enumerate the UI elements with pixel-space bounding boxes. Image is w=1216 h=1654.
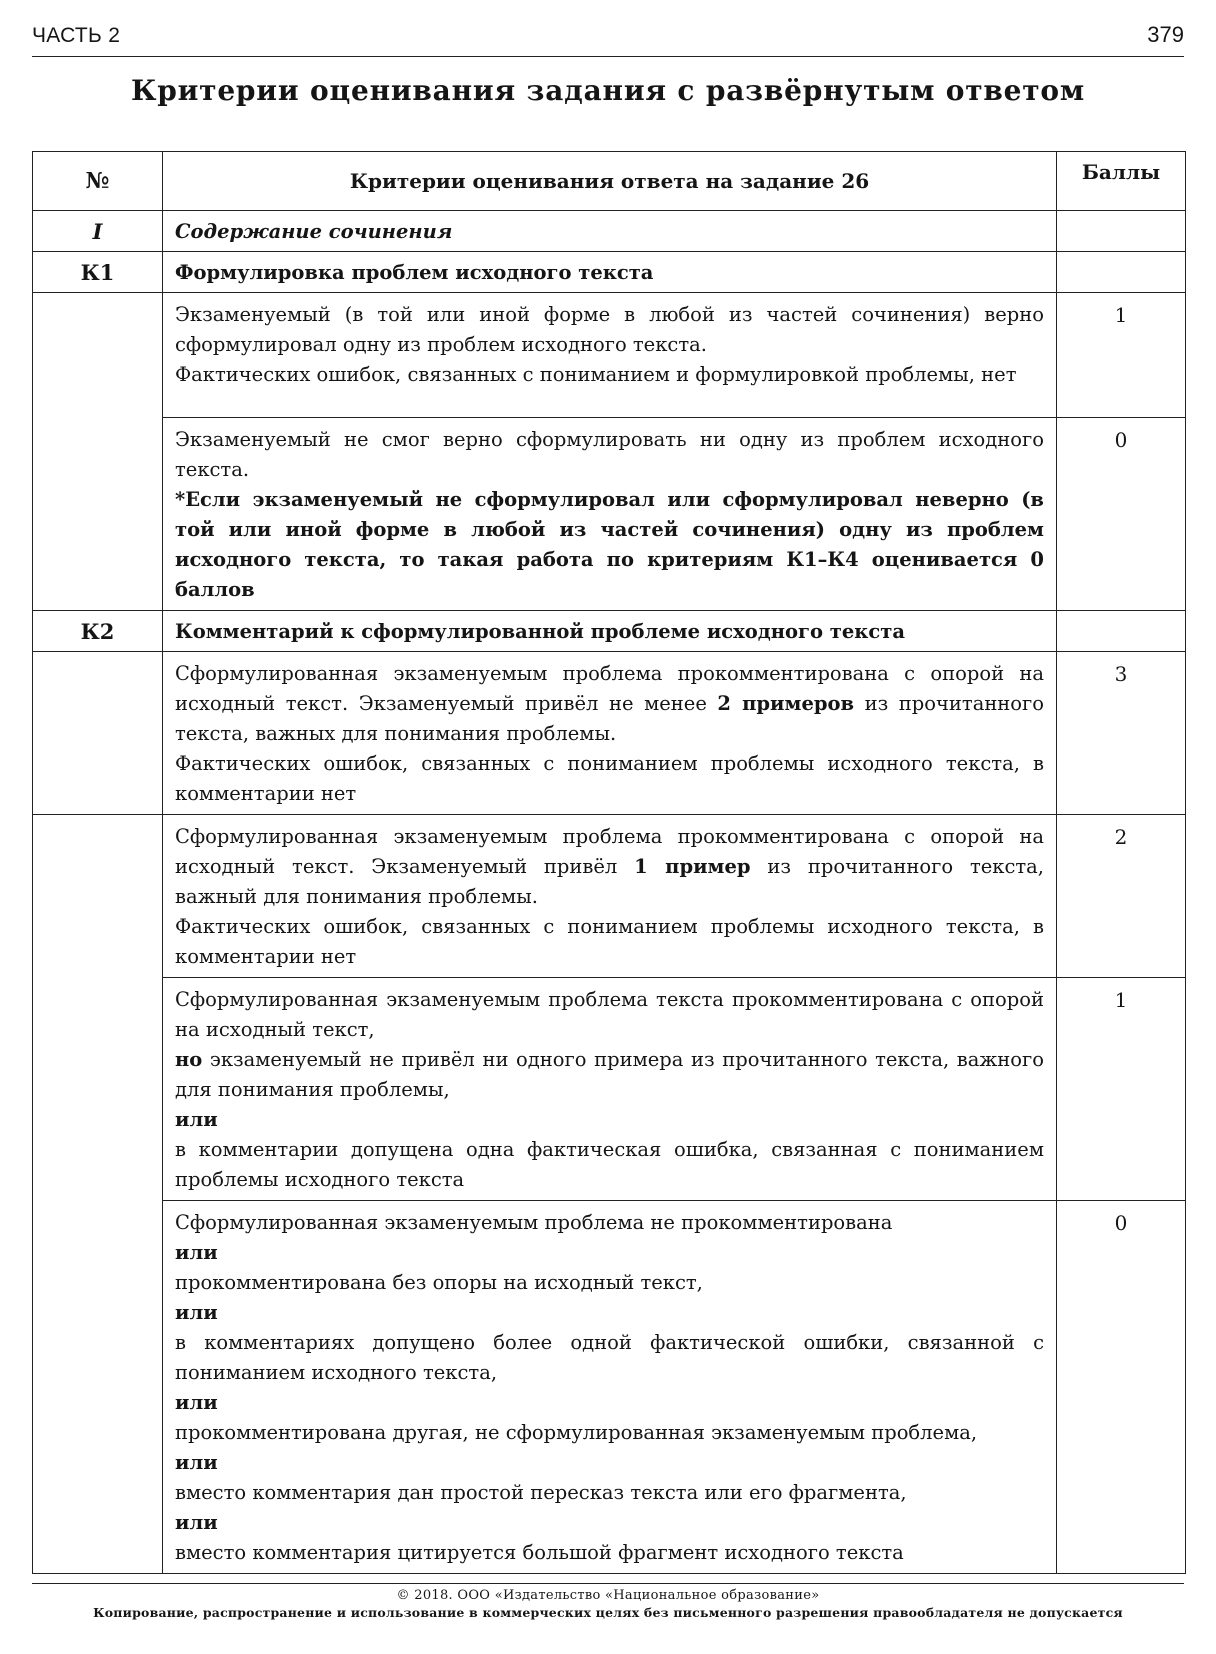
criterion-description [163, 1201, 1057, 1574]
header-points: Баллы [1057, 152, 1186, 211]
table-row [33, 815, 1186, 978]
points-value: 1 [1057, 293, 1186, 418]
or-line: или [175, 1301, 218, 1324]
description-line: в комментариях допущено более одной фактической ошибки, связанной с пониманием исходного текста, [175, 1331, 1044, 1384]
or-line: или [175, 1511, 218, 1534]
header-criteria: Критерии оценивания ответа на задание 26 [163, 152, 1057, 211]
description-line [175, 659, 1044, 749]
description-line: прокомментирована без опоры на исходный текст, [175, 1271, 703, 1294]
copyright-notice: Копирование, распространение и использование в коммерческих целях без письменного разрешения правообладателя не допускается [93, 1605, 1123, 1620]
empty-number-cell [33, 652, 163, 815]
text-part: Сформулированная экзаменуемым проблема прокомментирована с опорой на исходный текст. Экзаменуемый привёл [175, 825, 1044, 878]
section-row-content [33, 211, 1186, 252]
description-line: Фактических ошибок, связанных с пониманием проблемы исходного текста, в комментарии нет [175, 752, 1044, 805]
points-value: 3 [1057, 652, 1186, 815]
criterion-description [163, 652, 1057, 815]
page-header [32, 22, 1184, 57]
description-line: Фактических ошибок, связанных с пониманием и формулировкой проблемы, нет [175, 363, 1017, 386]
table-row [33, 652, 1186, 815]
criterion-label-k2: Комментарий к сформулированной проблеме исходного текста [163, 611, 1057, 652]
section-label: Содержание сочинения [163, 211, 1057, 252]
section-number: I [33, 211, 163, 252]
criterion-row-k2 [33, 611, 1186, 652]
page-footer [32, 1583, 1184, 1620]
criterion-row-k1 [33, 252, 1186, 293]
part-label: ЧАСТЬ 2 [32, 24, 121, 47]
section-points-empty [1057, 211, 1186, 252]
description-line: прокомментирована другая, не сформулированная экзаменуемым проблема, [175, 1421, 978, 1444]
emphasis-text: 2 примеров [717, 692, 855, 715]
criterion-description [163, 418, 1057, 611]
criterion-number-k2: К2 [33, 611, 163, 652]
description-line: Фактических ошибок, связанных с пониманием проблемы исходного текста, в комментарии нет [175, 915, 1044, 968]
criterion-description [163, 293, 1057, 418]
table-row [33, 978, 1186, 1201]
criterion-label-k1: Формулировка проблем исходного текста [163, 252, 1057, 293]
note-line: *Если экзаменуемый не сформулировал или сформулировал неверно (в той или иной форме в любой из частей сочинения) одну из проблем исходного текста, то такая работа по критериям К1–К4 оценивается 0 баллов [175, 488, 1044, 601]
description-line [175, 1045, 1044, 1105]
emphasis-text: 1 пример [634, 855, 751, 878]
criterion-points-empty [1057, 611, 1186, 652]
or-line: или [175, 1241, 218, 1264]
description-line: Сформулированная экзаменуемым проблема не прокомментирована [175, 1211, 893, 1234]
empty-number-cell [33, 293, 163, 611]
description-line [175, 822, 1044, 912]
empty-number-cell [33, 815, 163, 1574]
text-part: из прочитанного текста, важных для понимания проблемы. [175, 692, 1045, 745]
or-line: или [175, 1391, 218, 1414]
emphasis-text: но [175, 1048, 203, 1071]
points-value: 0 [1057, 418, 1186, 611]
table-header-row [33, 152, 1186, 211]
table-row [33, 418, 1186, 611]
page-number: 379 [1147, 22, 1184, 47]
description-line: вместо комментария дан простой пересказ текста или его фрагмента, [175, 1481, 907, 1504]
points-value: 0 [1057, 1201, 1186, 1574]
description-line: Экзаменуемый не смог верно сформулировать ни одну из проблем исходного текста. [175, 428, 1044, 481]
criterion-points-empty [1057, 252, 1186, 293]
points-value: 1 [1057, 978, 1186, 1201]
criterion-number-k1: К1 [33, 252, 163, 293]
copyright-text: © 2018. ООО «Издательство «Национальное образование» [396, 1588, 820, 1603]
criteria-table [32, 151, 1186, 1574]
description-line: вместо комментария цитируется большой фрагмент исходного текста [175, 1541, 904, 1564]
header-number: № [33, 152, 163, 211]
criterion-description [163, 815, 1057, 978]
table-row [33, 293, 1186, 418]
description-line: Экзаменуемый (в той или иной форме в любой из частей сочинения) верно сформулировал одну из проблем исходного текста. [175, 303, 1044, 356]
or-line: или [175, 1451, 218, 1474]
or-line: или [175, 1108, 218, 1131]
description-line: в комментарии допущена одна фактическая ошибка, связанная с пониманием проблемы исходного текста [175, 1138, 1044, 1191]
text-part: из прочитанного текста, важный для понимания проблемы. [175, 855, 1044, 908]
text-part: Сформулированная экзаменуемым проблема прокомментирована с опорой на исходный текст. Экзаменуемый привёл не менее [175, 662, 1044, 715]
description-line: Сформулированная экзаменуемым проблема текста прокомментирована с опорой на исходный текст, [175, 988, 1044, 1041]
points-value: 2 [1057, 815, 1186, 978]
criterion-description [163, 978, 1057, 1201]
text-part: экзаменуемый не привёл ни одного примера из прочитанного текста, важного для понимания проблемы, [175, 1048, 1044, 1101]
table-row [33, 1201, 1186, 1574]
page-title: Критерии оценивания задания с развёрнутым ответом [130, 74, 1086, 107]
